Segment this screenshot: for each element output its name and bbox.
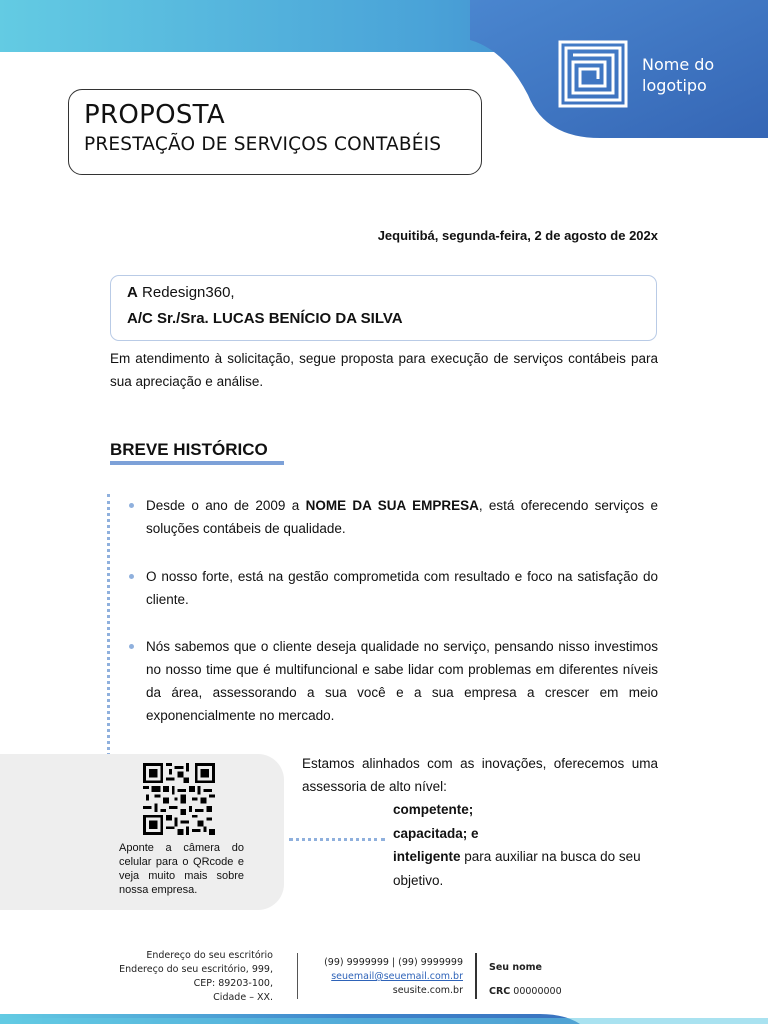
logo-text <box>642 54 752 96</box>
bullet-1-text: Desde o ano de 2009 a <box>146 498 306 513</box>
quality-item-3 <box>393 845 658 892</box>
recipient-box <box>110 275 657 341</box>
alignment-paragraph: Estamos alinhados com as inovações, oferecemos uma assessoria de alto nível: <box>302 756 658 794</box>
intro-paragraph: Em atendimento à solicitação, segue proposta para execução de serviços contábeis para sua apreciação e análise. <box>110 351 658 389</box>
footer-name-text: Seu nome <box>489 962 542 973</box>
footer-name <box>489 956 562 980</box>
qr-caption: Aponte a câmera do celular para o QRcode e veja muito mais sobre nossa empresa. <box>119 842 244 896</box>
qr-code-icon[interactable] <box>142 763 216 835</box>
bullet-1-text-end: , está oferecendo serviços e soluções contábeis de qualidade. <box>146 498 658 536</box>
bullet-item-2: O nosso forte, está na gestão comprometida com resultado e foco na satisfação do cliente. <box>146 569 658 607</box>
footer-contact <box>324 956 463 998</box>
qualities-list <box>393 798 658 892</box>
quality-competent: competente; <box>393 802 474 817</box>
section-underline <box>110 461 284 465</box>
quality-item-2 <box>393 822 658 846</box>
footer-divider <box>297 953 298 999</box>
title-box <box>68 89 482 175</box>
section-title: BREVE HISTÓRICO <box>110 440 268 459</box>
bullet-dot <box>129 574 134 579</box>
quality-capable: capacitada; e <box>393 825 479 841</box>
date-line: Jequitibá, segunda-feira, 2 de agosto de 202x <box>377 228 658 243</box>
page-subtitle: PRESTAÇÃO DE SERVIÇOS CONTABÉIS <box>84 134 442 155</box>
quality-intelligent-rest: para auxiliar na busca do seu objetivo. <box>393 849 641 888</box>
footer-phones: (99) 9999999 | (99) 9999999 <box>324 957 463 968</box>
footer-email-link[interactable]: seuemail@seuemail.com.br <box>331 971 463 982</box>
recipient-company-line <box>127 284 235 301</box>
quality-intelligent: inteligente <box>393 849 461 864</box>
recipient-attention: A/C Sr./Sra. LUCAS BENÍCIO DA SILVA <box>127 310 403 327</box>
footer-crc-label: CRC <box>489 986 511 997</box>
connector-dotted-line <box>289 838 385 841</box>
timeline-dotted-line <box>107 494 110 756</box>
page-title: PROPOSTA <box>84 100 225 130</box>
footer-address <box>119 949 273 1005</box>
bullet-item-3: Nós sabemos que o cliente deseja qualidade no serviço, pensando nisso investimos no nosso time que é multifuncional e sabe lidar com problemas em diferentes níveis da área, assessorando a sua você e a sua empresa a crescer em meio exponencialmente no mercado. <box>146 639 658 723</box>
bullet-item-1 <box>146 494 658 540</box>
footer-signature <box>489 956 562 1004</box>
recipient-company: Redesign360, <box>142 284 235 301</box>
footer-divider <box>475 953 477 999</box>
address-line-4: Cidade – XX. <box>213 992 273 1003</box>
logo-line-1: Nome do <box>642 55 715 74</box>
address-line-2: Endereço do seu escritório, 999, <box>119 964 273 975</box>
quality-item-1 <box>393 798 658 822</box>
footer-crc-value: 00000000 <box>513 986 562 997</box>
footer-background <box>0 1000 768 1024</box>
address-line-1: Endereço do seu escritório <box>146 950 273 961</box>
bullet-dot <box>129 644 134 649</box>
logo-line-2: logotipo <box>642 76 707 95</box>
bullet-dot <box>129 503 134 508</box>
company-name-placeholder: NOME DA SUA EMPRESA <box>305 498 479 513</box>
footer-site-link[interactable]: seusite.com.br <box>392 985 463 996</box>
square-maze-logo-icon <box>558 40 628 108</box>
address-line-3: CEP: 89203-100, <box>193 978 273 989</box>
recipient-prefix: A <box>127 284 138 301</box>
